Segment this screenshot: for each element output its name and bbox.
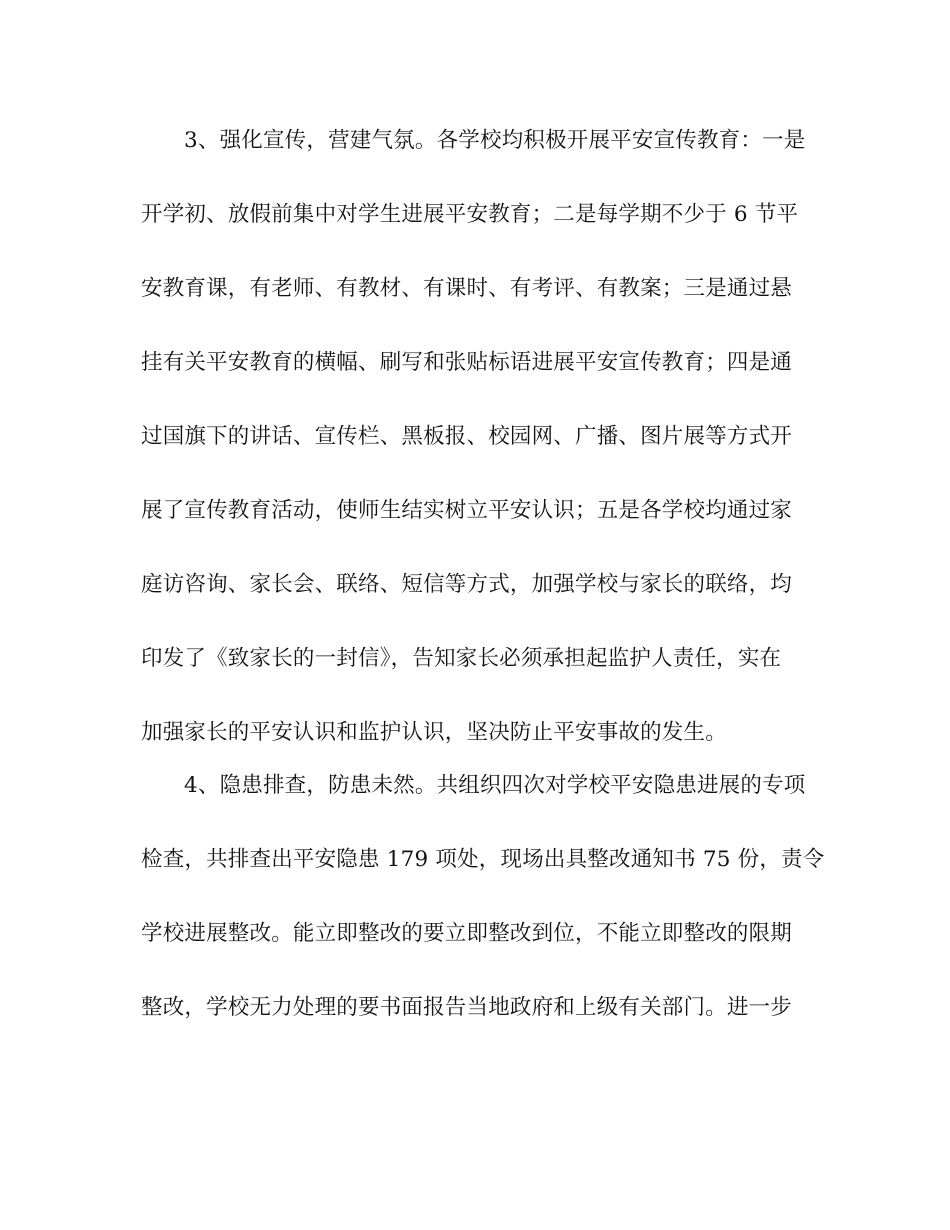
paragraph-line: 印发了《致家长的一封信》，告知家长必须承担起监护人责任，实在	[141, 646, 782, 671]
paragraph-line: 整改，学校无力处理的要书面报告当地政府和上级有关部门。进一步	[141, 995, 793, 1020]
paragraph-line: 4、隐患排查，防患未然。共组织四次对学校平安隐患进展的专项	[184, 773, 806, 798]
paragraph-line: 3、强化宣传，营建气氛。各学校均积极开展平安宣传教育：一是	[184, 128, 806, 153]
paragraph-line: 开学初、放假前集中对学生进展平安教育；二是每学期不少于 6 节平	[141, 202, 799, 227]
paragraph-line: 挂有关平安教育的横幅、刷写和张贴标语进展平安宣传教育；四是通	[141, 350, 793, 375]
paragraph-line: 加强家长的平安认识和监护认识，坚决防止平安事故的发生。	[141, 720, 727, 745]
paragraph-line: 庭访咨询、家长会、联络、短信等方式，加强学校与家长的联络，均	[141, 572, 793, 597]
paragraph-line: 过国旗下的讲话、宣传栏、黑板报、校园网、广播、图片展等方式开	[141, 424, 793, 449]
paragraph-line: 检查，共排查出平安隐患 179 项处，现场出具整改通知书 75 份，责令	[141, 847, 825, 872]
paragraph-line: 安教育课，有老师、有教材、有课时、有考评、有教案；三是通过悬	[141, 276, 793, 301]
paragraph-hazard-inspection	[141, 771, 825, 1023]
paragraph-line: 学校进展整改。能立即整改的要立即整改到位，不能立即整改的限期	[141, 921, 793, 946]
paragraph-line: 展了宣传教育活动，使师生结实树立平安认识；五是各学校均通过家	[141, 498, 793, 523]
paragraph-publicity	[141, 126, 811, 748]
